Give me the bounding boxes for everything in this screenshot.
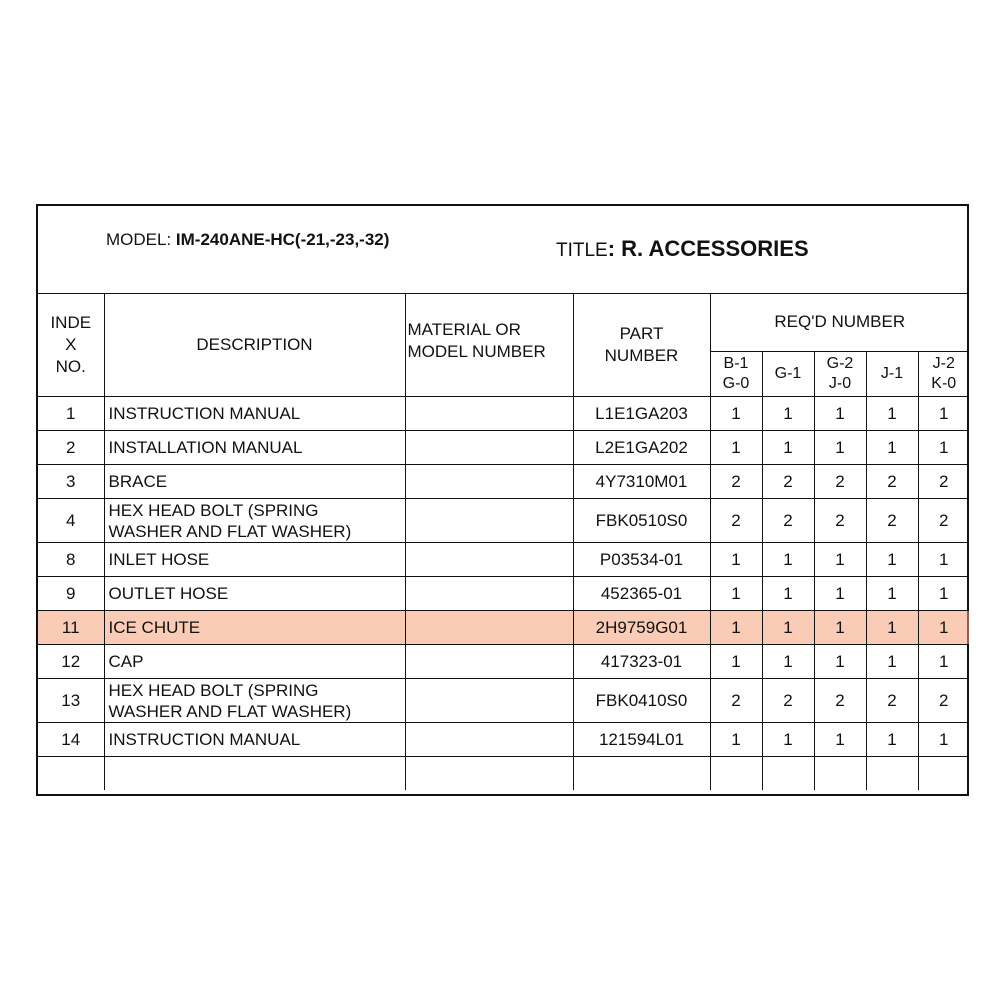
description-cell [104,465,405,499]
quantity-cell: 2 [918,679,969,723]
variant-header-line: J-0 [828,375,852,392]
quantity-cell: 1 [710,577,762,611]
variant-header-line: J-1 [880,365,904,382]
part-number-cell: 121594L01 [573,723,710,757]
reqd-number-header: REQ'D NUMBER [710,293,969,352]
index-cell: 1 [38,397,104,431]
index-cell: 8 [38,543,104,577]
quantity-cell: 2 [814,679,866,723]
quantity-cell: 2 [866,499,918,543]
variant-header [762,352,814,397]
table-row [38,577,969,611]
variant-header-line: B-1 [723,355,749,372]
part-number-cell: FBK0410S0 [573,679,710,723]
title-value: : R. ACCESSORIES [607,236,809,261]
description-line: INSTRUCTION MANUAL [108,404,301,423]
index-cell: 13 [38,679,104,723]
quantity-cell: 2 [866,465,918,499]
quantity-cell: 1 [814,543,866,577]
index-cell: 14 [38,723,104,757]
material-header [405,293,573,397]
quantity-cell: 2 [710,465,762,499]
quantity-cell: 2 [814,465,866,499]
model-info [106,230,389,250]
description-cell [104,611,405,645]
index-header-line: X [65,334,77,354]
material-cell [405,611,573,645]
part-number-cell: 452365-01 [573,577,710,611]
description-line: HEX HEAD BOLT (SPRING [108,500,319,520]
quantity-cell: 1 [866,431,918,465]
material-cell [405,645,573,679]
quantity-cell: 1 [710,723,762,757]
table-row [38,723,969,757]
description-cell [104,645,405,679]
table-row [38,543,969,577]
part-header-line: NUMBER [604,345,679,365]
description-line: INSTALLATION MANUAL [108,438,303,457]
variant-header-line: K-0 [931,375,957,392]
quantity-cell: 1 [866,645,918,679]
variant-header [918,352,969,397]
index-cell: 11 [38,611,104,645]
parts-table [38,293,969,790]
index-cell [38,757,104,791]
quantity-cell: 1 [866,543,918,577]
description-cell [104,757,405,791]
variant-header [814,352,866,397]
table-row [38,611,969,645]
index-header-line: INDE [50,312,92,332]
quantity-cell: 1 [918,723,969,757]
quantity-cell [814,757,866,791]
quantity-cell: 1 [918,645,969,679]
quantity-cell: 2 [918,499,969,543]
quantity-cell: 2 [918,465,969,499]
part-number-cell: 4Y7310M01 [573,465,710,499]
quantity-cell: 1 [814,723,866,757]
table-row [38,757,969,791]
part-header-line: PART [619,323,664,343]
part-number-cell [573,757,710,791]
quantity-cell: 1 [762,611,814,645]
index-cell: 9 [38,577,104,611]
quantity-cell [866,757,918,791]
quantity-cell: 1 [710,431,762,465]
table-row [38,465,969,499]
quantity-cell: 1 [814,645,866,679]
quantity-cell: 1 [866,397,918,431]
part-number-cell: FBK0510S0 [573,499,710,543]
index-cell: 4 [38,499,104,543]
quantity-cell: 2 [762,499,814,543]
table-row [38,679,969,723]
quantity-cell [762,757,814,791]
description-line: WASHER AND FLAT WASHER) [108,701,352,721]
index-cell: 3 [38,465,104,499]
quantity-cell: 2 [762,465,814,499]
description-line: OUTLET HOSE [108,584,229,603]
quantity-cell: 1 [918,543,969,577]
sheet-title [556,236,809,262]
quantity-cell: 1 [710,543,762,577]
quantity-cell: 1 [710,645,762,679]
quantity-cell: 1 [866,577,918,611]
parts-list-sheet [36,204,969,796]
quantity-cell: 1 [762,577,814,611]
variant-header [710,352,762,397]
table-row [38,499,969,543]
material-cell [405,757,573,791]
description-cell [104,723,405,757]
title-label: TITLE [556,240,608,261]
quantity-cell: 1 [866,723,918,757]
description-cell [104,397,405,431]
part-number-header [573,293,710,397]
index-cell: 2 [38,431,104,465]
material-cell [405,577,573,611]
quantity-cell: 1 [918,397,969,431]
table-row [38,645,969,679]
quantity-cell: 1 [866,611,918,645]
quantity-cell: 1 [710,611,762,645]
quantity-cell: 1 [710,397,762,431]
description-line: INLET HOSE [108,550,210,569]
quantity-cell: 1 [762,645,814,679]
description-line: HEX HEAD BOLT (SPRING [108,680,319,700]
quantity-cell: 2 [710,679,762,723]
quantity-cell: 1 [762,431,814,465]
quantity-cell: 1 [762,543,814,577]
description-line: CAP [108,652,144,671]
part-number-cell: 2H9759G01 [573,611,710,645]
description-cell [104,431,405,465]
description-line: BRACE [108,472,168,491]
description-cell [104,499,405,543]
description-line: WASHER AND FLAT WASHER) [108,521,352,541]
quantity-cell: 1 [918,577,969,611]
table-row [38,397,969,431]
part-number-cell: L1E1GA203 [573,397,710,431]
part-number-cell: 417323-01 [573,645,710,679]
material-cell [405,431,573,465]
part-number-cell: P03534-01 [573,543,710,577]
quantity-cell: 1 [814,577,866,611]
material-cell [405,465,573,499]
material-header-line: MODEL NUMBER [407,342,546,361]
index-header-line: NO. [55,356,86,376]
material-cell [405,543,573,577]
quantity-cell: 1 [814,431,866,465]
variant-header-line: G-0 [722,375,750,392]
quantity-cell: 2 [866,679,918,723]
model-label: MODEL: [106,230,176,249]
quantity-cell: 2 [710,499,762,543]
quantity-cell: 2 [814,499,866,543]
quantity-cell: 1 [814,397,866,431]
quantity-cell: 1 [762,397,814,431]
quantity-cell: 2 [762,679,814,723]
quantity-cell: 1 [918,611,969,645]
description-cell [104,679,405,723]
index-cell: 12 [38,645,104,679]
variant-header-line: G-1 [774,365,802,382]
description-line: INSTRUCTION MANUAL [108,730,301,749]
quantity-cell [710,757,762,791]
description-header: DESCRIPTION [104,293,405,397]
quantity-cell: 1 [762,723,814,757]
material-cell [405,723,573,757]
part-number-cell: L2E1GA202 [573,431,710,465]
index-header [38,293,104,397]
material-header-line: MATERIAL OR [407,320,521,339]
table-row [38,431,969,465]
variant-header-line: J-2 [932,355,955,372]
description-cell [104,577,405,611]
material-cell [405,499,573,543]
variant-header-line: G-2 [826,355,854,372]
quantity-cell: 1 [918,431,969,465]
variant-header [866,352,918,397]
material-cell [405,679,573,723]
quantity-cell [918,757,969,791]
material-cell [405,397,573,431]
description-cell [104,543,405,577]
quantity-cell: 1 [814,611,866,645]
sheet-header [38,206,967,294]
model-value: IM-240ANE-HC(-21,-23,-32) [175,230,390,249]
description-line: ICE CHUTE [108,618,201,637]
